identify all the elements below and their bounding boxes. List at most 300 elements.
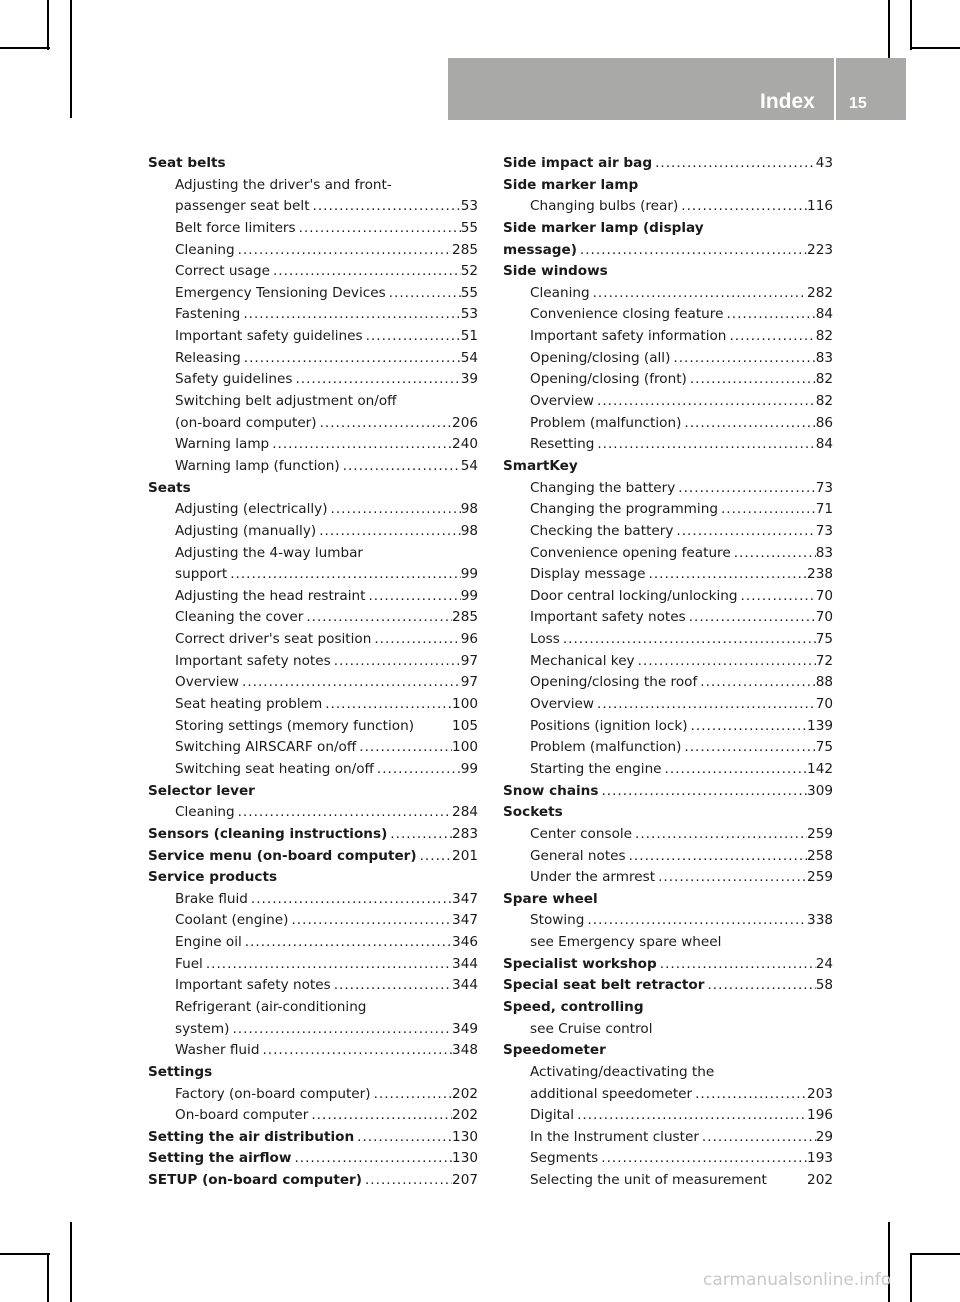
index-entry: [148, 802, 478, 824]
crop-mark: [910, 47, 960, 49]
index-entry-page: 99: [460, 566, 478, 583]
index-entry: [148, 283, 478, 305]
dot-leader: [632, 824, 807, 846]
index-entry-page: 201: [452, 847, 478, 864]
index-entry-text: Spare wheel: [503, 890, 598, 907]
index-entry-text: Overview: [530, 696, 594, 713]
index-entry-page: 344: [452, 977, 478, 994]
index-entry-text: Correct driver's seat position: [175, 631, 372, 648]
index-entry-text: Sensors (cleaning instructions): [148, 825, 388, 842]
dot-leader: [417, 846, 452, 868]
index-entry: [503, 629, 833, 651]
index-entry: [503, 1170, 833, 1192]
dot-leader: [362, 1170, 452, 1192]
index-entry-text: Positions (ignition lock): [530, 717, 688, 734]
index-entry: [503, 369, 833, 391]
index-entry-text: On-board computer: [175, 1107, 309, 1124]
index-entry: [503, 478, 833, 500]
dot-leader: [594, 434, 815, 456]
header-title: Index: [760, 90, 815, 113]
dot-leader: [726, 326, 815, 348]
index-entry: [503, 261, 833, 283]
index-entry-page: 54: [460, 457, 478, 474]
index-entry: [148, 348, 478, 370]
index-entry-text: Opening/closing (front): [530, 371, 687, 388]
index-entry: [148, 867, 478, 889]
index-entry: [148, 781, 478, 803]
index-entry-text: Changing bulbs (rear): [530, 198, 679, 215]
index-entry: [503, 1019, 833, 1041]
dot-leader: [594, 694, 816, 716]
dot-leader: [303, 607, 452, 629]
dot-leader: [574, 1105, 807, 1127]
index-entry-text: Releasing: [175, 349, 241, 366]
index-entry: [148, 737, 478, 759]
index-entry-page: 29: [815, 1128, 833, 1145]
index-entry-text: message): [503, 241, 577, 258]
index-entry: [503, 586, 833, 608]
index-entry-page: 284: [452, 804, 478, 821]
dot-leader: [414, 716, 452, 738]
index-entry: [503, 824, 833, 846]
index-entry-page: 82: [815, 328, 833, 345]
index-entry-page: 53: [460, 306, 478, 323]
index-entry-text: Important safety notes: [175, 652, 331, 669]
index-entry: [503, 153, 833, 175]
dot-leader: [704, 975, 815, 997]
index-entry: [503, 672, 833, 694]
index-entry-text: see Cruise control: [530, 1020, 653, 1037]
index-entry-text: Setting the airflow: [148, 1150, 292, 1167]
crop-mark: [888, 1222, 890, 1302]
index-entry-page: 202: [452, 1085, 478, 1102]
index-entry-text: additional speedometer: [530, 1085, 693, 1102]
index-entry-text: General notes: [530, 847, 626, 864]
index-entry-text: Service products: [148, 869, 278, 886]
dot-leader: [681, 413, 815, 435]
dot-leader: [310, 196, 461, 218]
index-entry-text: Overview: [530, 393, 594, 410]
dot-leader: [288, 910, 452, 932]
dot-leader: [731, 543, 816, 565]
index-entry-page: 88: [815, 674, 833, 691]
dot-leader: [240, 304, 460, 326]
index-entry-text: SETUP (on-board computer): [148, 1172, 362, 1189]
index-entry-text: Important safety notes: [530, 609, 686, 626]
index-entry: [148, 369, 478, 391]
dot-leader: [678, 196, 807, 218]
crop-mark: [47, 0, 49, 50]
index-entry: [148, 1127, 478, 1149]
index-entry: [148, 932, 478, 954]
dot-leader: [328, 499, 461, 521]
dot-leader: [718, 499, 816, 521]
index-entry: [503, 759, 833, 781]
dot-leader: [292, 369, 460, 391]
index-entry-text: (on-board computer): [175, 414, 317, 431]
index-entry-text: Adjusting (manually): [175, 522, 317, 539]
index-entry-page: 259: [807, 825, 833, 842]
index-entry-page: 97: [460, 674, 478, 691]
crop-mark: [0, 47, 50, 49]
dot-leader: [598, 1148, 807, 1170]
dot-leader: [235, 240, 452, 262]
crop-mark: [70, 1222, 72, 1302]
index-entry-text: Settings: [148, 1063, 213, 1080]
index-entry-text: Safety guidelines: [175, 371, 293, 388]
index-entry: [148, 391, 478, 413]
index-entry-text: Cleaning: [175, 804, 235, 821]
index-entry-page: 54: [460, 349, 478, 366]
index-entry: [503, 607, 833, 629]
index-entry: [148, 521, 478, 543]
dot-leader: [227, 564, 460, 586]
index-entry-page: 71: [815, 501, 833, 518]
index-entry-text: Problem (malfunction): [530, 414, 682, 431]
index-entry: [148, 1040, 478, 1062]
dot-leader: [371, 629, 460, 651]
dot-leader: [590, 283, 807, 305]
index-entry: [503, 1127, 833, 1149]
dot-leader: [560, 629, 816, 651]
index-entry-text: Under the armrest: [530, 869, 656, 886]
index-entry: [148, 954, 478, 976]
crop-mark: [0, 1253, 50, 1255]
index-entry-text: Door central locking/unlocking: [530, 587, 738, 604]
index-entry-page: 99: [460, 587, 478, 604]
dot-leader: [269, 434, 452, 456]
index-entry-text: Adjusting the head restraint: [175, 587, 366, 604]
index-entry-page: 96: [460, 631, 478, 648]
crop-mark: [910, 1253, 960, 1255]
index-entry-text: Belt force limiters: [175, 219, 296, 236]
dot-leader: [686, 607, 816, 629]
dot-leader: [356, 737, 452, 759]
index-entry: [148, 694, 478, 716]
index-entry: [148, 175, 478, 197]
dot-leader: [655, 867, 807, 889]
dot-leader: [662, 759, 808, 781]
index-entry-page: 82: [815, 393, 833, 410]
index-entry-page: 100: [452, 739, 478, 756]
index-entry-text: In the Instrument cluster: [530, 1128, 699, 1145]
index-entry-text: SmartKey: [503, 457, 578, 474]
index-entry-text: Important safety notes: [175, 977, 331, 994]
index-entry: [148, 716, 478, 738]
index-entry: [148, 672, 478, 694]
index-entry: [503, 304, 833, 326]
dot-leader: [241, 348, 461, 370]
index-entry-text: Loss: [530, 631, 560, 648]
index-entry-text: Washer fluid: [175, 1042, 260, 1059]
index-entry: [148, 304, 478, 326]
index-entry-text: support: [175, 566, 228, 583]
index-entry: [503, 737, 833, 759]
index-entry: [148, 1148, 478, 1170]
dot-leader: [646, 564, 808, 586]
index-entry: [148, 456, 478, 478]
index-entry-page: 51: [460, 328, 478, 345]
index-entry: [148, 196, 478, 218]
index-entry-page: 259: [807, 869, 833, 886]
index-entry-page: 116: [807, 198, 833, 215]
index-entry: [148, 910, 478, 932]
index-entry-page: 75: [815, 631, 833, 648]
index-entry: [503, 651, 833, 673]
index-entry: [148, 543, 478, 565]
index-entry-page: 283: [452, 825, 478, 842]
index-column-right: [503, 153, 833, 1192]
index-entry-page: 142: [807, 760, 833, 777]
index-entry-page: 100: [452, 696, 478, 713]
index-entry: [503, 846, 833, 868]
index-entry: [503, 218, 833, 240]
index-entry-page: 338: [807, 912, 833, 929]
index-entry: [148, 1084, 478, 1106]
index-entry-page: 238: [807, 566, 833, 583]
index-entry-text: Digital: [530, 1107, 575, 1124]
dot-leader: [316, 521, 461, 543]
index-entry-text: Special seat belt retractor: [503, 977, 705, 994]
dot-leader: [317, 413, 452, 435]
index-entry-page: 83: [815, 349, 833, 366]
index-entry-page: 70: [815, 587, 833, 604]
index-entry: [148, 586, 478, 608]
index-entry-page: 99: [460, 760, 478, 777]
index-entry-text: Emergency Tensioning Devices: [175, 284, 386, 301]
index-entry-page: 130: [452, 1128, 478, 1145]
dot-leader: [657, 954, 816, 976]
index-entry-page: 98: [460, 522, 478, 539]
index-entry: [503, 802, 833, 824]
index-entry: [503, 326, 833, 348]
index-entry: [148, 607, 478, 629]
index-entry-page: 73: [815, 479, 833, 496]
index-entry: [148, 759, 478, 781]
index-entry-text: system): [175, 1020, 230, 1037]
index-entry: [148, 1019, 478, 1041]
index-entry: [503, 499, 833, 521]
dot-leader: [598, 781, 807, 803]
dot-leader: [387, 824, 452, 846]
index-entry: [503, 867, 833, 889]
dot-leader: [374, 759, 461, 781]
index-entry-page: 70: [815, 696, 833, 713]
index-entry-page: 24: [815, 955, 833, 972]
dot-leader: [229, 1019, 452, 1041]
index-entry: [148, 413, 478, 435]
index-entry: [148, 478, 478, 500]
index-entry: [148, 218, 478, 240]
index-entry-text: Starting the engine: [530, 760, 662, 777]
crop-mark: [910, 0, 912, 50]
index-entry: [503, 910, 833, 932]
index-entry-text: Mechanical key: [530, 652, 635, 669]
index-entry-text: Changing the programming: [530, 501, 718, 518]
dot-leader: [371, 1084, 452, 1106]
index-entry: [503, 543, 833, 565]
index-entry-text: passenger seat belt: [175, 198, 310, 215]
index-entry: [503, 521, 833, 543]
index-entry: [503, 954, 833, 976]
index-entry: [148, 1105, 478, 1127]
index-entry-text: Adjusting the 4-way lumbar: [175, 544, 364, 561]
watermark: carmanualsonline.info: [703, 1270, 892, 1290]
index-entry-page: 84: [815, 306, 833, 323]
index-entry-text: Snow chains: [503, 782, 599, 799]
index-entry-page: 346: [452, 934, 478, 951]
index-entry-text: Problem (malfunction): [530, 739, 682, 756]
index-entry-page: 58: [815, 977, 833, 994]
dot-leader: [363, 326, 461, 348]
index-entry: [503, 781, 833, 803]
index-entry-page: 347: [452, 890, 478, 907]
index-entry-text: Side windows: [503, 263, 608, 280]
index-entry-page: 43: [815, 155, 833, 171]
index-entry-text: Fastening: [175, 306, 241, 323]
index-entry-text: Opening/closing (all): [530, 349, 671, 366]
index-entry-text: Side marker lamp: [503, 176, 639, 193]
index-entry-text: Stowing: [530, 912, 585, 929]
index-entry: [503, 932, 833, 954]
index-entry-text: Selecting the unit of measurement: [530, 1172, 767, 1189]
dot-leader: [331, 975, 452, 997]
index-entry: [503, 1040, 833, 1062]
dot-leader: [203, 954, 452, 976]
index-entry: [503, 997, 833, 1019]
dot-leader: [673, 521, 815, 543]
index-entry: [148, 975, 478, 997]
index-entry: [148, 153, 478, 175]
dot-leader: [296, 218, 461, 240]
index-entry-text: Resetting: [530, 436, 595, 453]
dot-leader: [577, 240, 807, 262]
index-entry-page: 348: [452, 1042, 478, 1059]
index-entry-page: 202: [807, 1172, 833, 1189]
dot-leader: [365, 586, 460, 608]
index-entry-text: Segments: [530, 1150, 599, 1167]
index-entry-page: 97: [460, 652, 478, 669]
index-entry: [503, 716, 833, 738]
index-entry: [503, 348, 833, 370]
index-entry: [148, 846, 478, 868]
dot-leader: [688, 716, 808, 738]
dot-leader: [723, 304, 815, 326]
index-entry: [503, 175, 833, 197]
index-entry-text: Cleaning: [530, 284, 590, 301]
index-entry-text: Important safety information: [530, 328, 727, 345]
index-entry-page: 72: [815, 652, 833, 669]
dot-leader: [248, 889, 452, 911]
dot-leader: [308, 1105, 452, 1127]
index-entry-text: Overview: [175, 674, 239, 691]
index-entry: [148, 1062, 478, 1084]
dot-leader: [670, 348, 815, 370]
index-entry: [148, 261, 478, 283]
index-entry-text: Speed, controlling: [503, 998, 644, 1015]
index-column-left: [148, 153, 478, 1192]
index-entry: [148, 434, 478, 456]
index-entry-text: Brake fluid: [175, 890, 248, 907]
index-entry-text: Specialist workshop: [503, 955, 657, 972]
index-entry-page: 83: [815, 544, 833, 561]
index-entry-text: Side impact air bag: [503, 155, 653, 171]
index-entry-text: Warning lamp (function): [175, 457, 340, 474]
index-entry-text: Switching seat heating on/off: [175, 760, 374, 777]
index-entry-text: Convenience closing feature: [530, 306, 724, 323]
index-entry: [503, 1084, 833, 1106]
index-entry-page: 344: [452, 955, 478, 972]
index-entry: [148, 326, 478, 348]
index-entry: [148, 651, 478, 673]
crop-mark: [47, 1253, 49, 1302]
dot-leader: [675, 478, 815, 500]
index-entry-page: 82: [815, 371, 833, 388]
index-entry-text: Opening/closing the roof: [530, 674, 698, 691]
index-entry: [148, 997, 478, 1019]
index-entry: [503, 1105, 833, 1127]
index-entry: [503, 196, 833, 218]
index-entry-text: Changing the battery: [530, 479, 676, 496]
index-entry: [148, 889, 478, 911]
dot-leader: [322, 694, 452, 716]
index-entry-page: 139: [807, 717, 833, 734]
index-entry-page: 70: [815, 609, 833, 626]
dot-leader: [270, 261, 461, 283]
index-entry-text: Speedometer: [503, 1042, 606, 1059]
index-entry-text: Warning lamp: [175, 436, 270, 453]
index-entry-page: 130: [452, 1150, 478, 1167]
index-entry-text: Center console: [530, 825, 633, 842]
index-entry-page: 258: [807, 847, 833, 864]
index-entry-text: Refrigerant (air-conditioning: [175, 998, 367, 1015]
index-entry-page: 39: [460, 371, 478, 388]
dot-leader: [331, 651, 461, 673]
index-entry: [503, 391, 833, 413]
index-entry-page: 86: [815, 414, 833, 431]
dot-leader: [652, 153, 816, 175]
index-entry-page: 196: [807, 1107, 833, 1124]
index-entry-text: Correct usage: [175, 263, 270, 280]
crop-mark: [70, 0, 72, 118]
index-entry-page: 53: [460, 198, 478, 215]
index-entry-text: Cleaning the cover: [175, 609, 304, 626]
dot-leader: [584, 910, 807, 932]
dot-leader: [235, 802, 452, 824]
index-entry-text: Seats: [148, 479, 191, 496]
index-entry-page: 282: [807, 284, 833, 301]
dot-leader: [594, 391, 816, 413]
index-entry-text: see Emergency spare wheel: [530, 934, 722, 951]
index-entry: [503, 413, 833, 435]
index-entry: [148, 240, 478, 262]
header-bar: [448, 58, 906, 120]
index-entry-page: 207: [452, 1172, 478, 1189]
dot-leader: [635, 651, 816, 673]
dot-leader: [626, 846, 807, 868]
index-entry: [503, 1148, 833, 1170]
crop-mark: [910, 1253, 912, 1302]
index-entry-text: Seat heating problem: [175, 696, 323, 713]
index-entry-page: 203: [807, 1085, 833, 1102]
index-entry-text: Side marker lamp (display: [503, 219, 704, 236]
index-entry-page: 347: [452, 912, 478, 929]
index-entry: [148, 564, 478, 586]
index-entry-page: 52: [460, 263, 478, 280]
index-entry: [503, 434, 833, 456]
index-entry-text: Coolant (engine): [175, 912, 289, 929]
index-entry: [503, 283, 833, 305]
